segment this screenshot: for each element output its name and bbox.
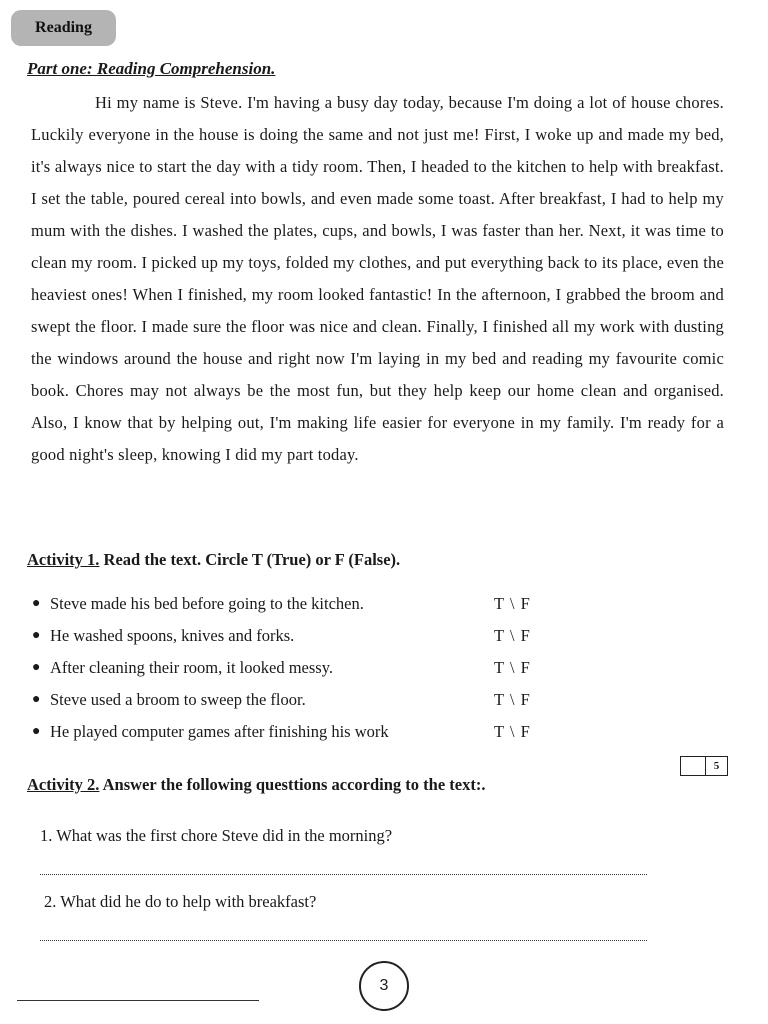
list-item <box>32 588 572 620</box>
section-badge: Reading <box>11 10 116 46</box>
statement-text: Steve used a broom to sweep the floor. <box>50 690 306 709</box>
page-number: 3 <box>359 961 409 1011</box>
activity-1-label: Activity 1. <box>27 550 100 569</box>
list-item <box>32 716 572 748</box>
score-box <box>680 756 728 776</box>
bullet-icon: ● <box>32 724 41 739</box>
list-item <box>32 620 572 652</box>
true-false-choice[interactable]: T \ F <box>494 626 531 645</box>
statement-text: He washed spoons, knives and forks. <box>50 626 295 645</box>
true-false-choice[interactable]: T \ F <box>494 722 531 741</box>
activity-2-heading <box>27 775 485 795</box>
bullet-icon: ● <box>32 628 41 643</box>
bullet-icon: ● <box>32 692 41 707</box>
question-2: 2. What did he do to help with breakfast? <box>44 892 317 911</box>
answer-line-1[interactable] <box>40 874 647 875</box>
true-false-choice[interactable]: T \ F <box>494 594 531 613</box>
score-blank[interactable] <box>681 757 706 775</box>
footer-rule <box>17 1000 259 1001</box>
list-item <box>32 684 572 716</box>
statement-text: After cleaning their room, it looked messy. <box>50 658 334 677</box>
activity-2-label: Activity 2. <box>27 775 100 794</box>
part-one-title: Part one: Reading Comprehension. <box>27 59 276 78</box>
statement-text: Steve made his bed before going to the kitchen. <box>50 594 364 613</box>
true-false-list <box>32 588 572 748</box>
bullet-icon: ● <box>32 660 41 675</box>
question-1: 1. What was the first chore Steve did in the morning? <box>40 826 393 845</box>
activity-1-instruction: Read the text. Circle T (True) or F (False). <box>99 550 401 569</box>
list-item <box>32 652 572 684</box>
bullet-icon: ● <box>32 596 41 611</box>
activity-2-instruction: Answer the following questtions according to the text:. <box>99 775 486 794</box>
true-false-choice[interactable]: T \ F <box>494 658 531 677</box>
reading-passage: Hi my name is Steve. I'm having a busy day today, because I'm doing a lot of house chores. Luckily everyone in the house is doing the same and not just me! First, I woke up and made my bed, it's always nice to start the day with a tidy room. Then, I headed to the kitchen to help with breakfast. I set the table, poured cereal into bowls, and even made some toast. After breakfast, I had to help my mum with the dishes. I washed the plates, cups, and bowls, I was faster than her. Next, it was time to clean my room. I picked up my toys, folded my clothes, and put everything back to its place, even the heaviest ones! When I finished, my room looked fantastic! In the afternoon, I grabbed the broom and swept the floor. I made sure the floor was nice and clean. Finally, I finished all my work with dusting the windows around the house and right now I'm laying in my bed and reading my favourite comic book. Chores may not always be the most fun, but they help keep our home clean and organised. Also, I know that by helping out, I'm making life easier for everyone in my family. I'm ready for a good night's sleep, knowing I did my part today. <box>31 93 724 464</box>
answer-line-2[interactable] <box>40 940 647 941</box>
score-total: 5 <box>713 760 720 772</box>
statement-text: He played computer games after finishing his work <box>50 722 389 741</box>
activity-1-heading <box>27 550 400 570</box>
true-false-choice[interactable]: T \ F <box>494 690 531 709</box>
